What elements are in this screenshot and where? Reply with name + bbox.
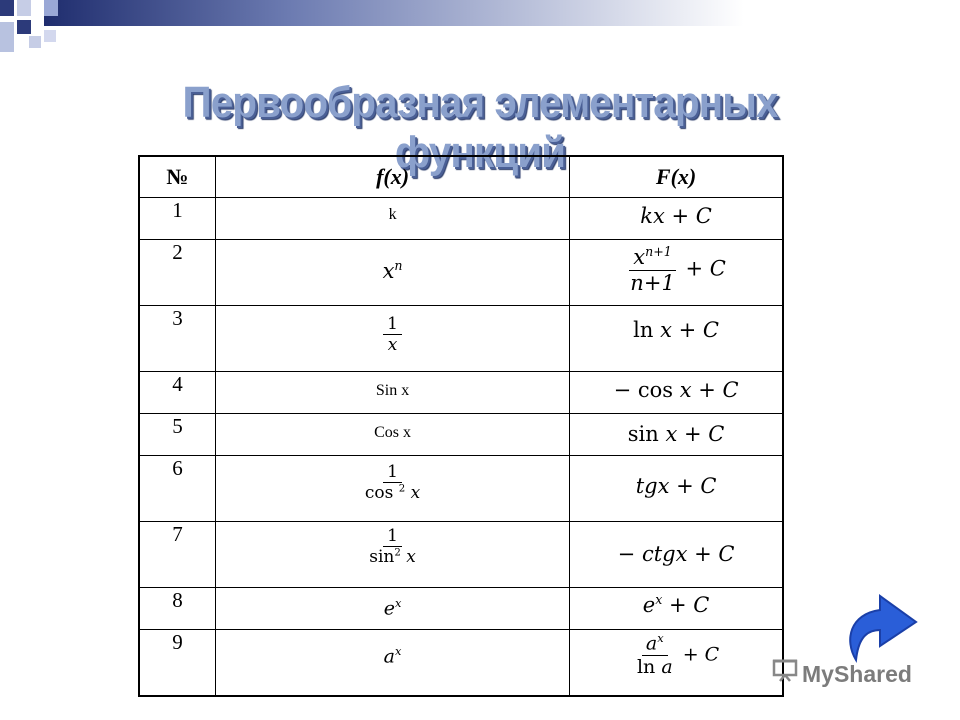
Fx-value: $\frac{x^{n+1}}{n+1}$ + C <box>630 244 726 296</box>
row-number: 9 <box>139 630 215 696</box>
fx-cell <box>215 414 569 456</box>
Fx-cell <box>570 198 783 240</box>
fx-cell <box>215 456 569 522</box>
row-number: 3 <box>139 306 215 372</box>
row-number: 6 <box>139 456 215 522</box>
fx-value: $\frac{1}{x}$ <box>216 306 569 356</box>
Fx-cell <box>570 414 783 456</box>
table-row <box>139 240 783 306</box>
Fx-cell <box>570 456 783 522</box>
Fx-cell <box>570 372 783 414</box>
fx-value: $x^n$ <box>382 258 403 283</box>
Fx-value: tgx + C <box>635 474 717 498</box>
fx-value: $\frac{1}{\cos ^2 x}$ <box>364 462 421 504</box>
Fx-value: $e^x + C$ <box>642 592 710 617</box>
row-number: 4 <box>139 372 215 414</box>
fx-value: $\frac{1}{\sin^2 x}$ <box>369 526 416 568</box>
Fx-value: ln x + C <box>633 318 719 342</box>
fx-cell <box>215 630 569 696</box>
Fx-cell <box>570 240 783 306</box>
fx-value: Sin x <box>375 382 410 399</box>
row-number: 1 <box>139 198 215 240</box>
Fx-value: kx + C <box>640 204 712 228</box>
fx-cell <box>215 306 569 372</box>
fx-value: $e^x$ <box>383 596 402 620</box>
Fx-value: − ctgx + C <box>617 542 735 566</box>
logo-text: MyShared <box>802 661 912 687</box>
header-number: № <box>139 156 215 198</box>
table-row <box>139 630 783 696</box>
presentation-board-icon <box>772 658 798 688</box>
Fx-value: sin x + C <box>627 422 725 446</box>
fx-value: $a^x$ <box>383 644 402 668</box>
Fx-value: − cos x + C <box>613 378 739 402</box>
row-number: 7 <box>139 522 215 588</box>
table-row <box>139 414 783 456</box>
fx-cell <box>215 372 569 414</box>
Fx-cell <box>570 630 783 696</box>
antiderivative-table <box>138 155 784 697</box>
table-row <box>139 456 783 522</box>
page-title: Первообразная элементарных функций <box>182 78 778 177</box>
fx-value: k <box>388 206 397 223</box>
Fx-value: $\frac{a^x}{\text{ln a}}$ + C <box>636 631 720 679</box>
Fx-cell <box>570 588 783 630</box>
table-row <box>139 198 783 240</box>
table-row <box>139 306 783 372</box>
header-F: F(x) <box>570 156 783 198</box>
fx-cell <box>215 588 569 630</box>
row-number: 8 <box>139 588 215 630</box>
fx-cell <box>215 522 569 588</box>
curved-arrow-icon[interactable] <box>836 588 920 668</box>
table-row <box>139 588 783 630</box>
fx-cell <box>215 240 569 306</box>
row-number: 5 <box>139 414 215 456</box>
row-number: 2 <box>139 240 215 306</box>
table-row <box>139 372 783 414</box>
table-row <box>139 522 783 588</box>
corner-decoration <box>0 0 960 60</box>
fx-cell <box>215 198 569 240</box>
Fx-cell <box>570 522 783 588</box>
myshared-logo <box>772 658 912 688</box>
fx-value: Cos x <box>374 424 412 441</box>
Fx-cell <box>570 306 783 372</box>
header-f: f(x) <box>215 156 569 198</box>
table-header-row <box>139 156 783 198</box>
